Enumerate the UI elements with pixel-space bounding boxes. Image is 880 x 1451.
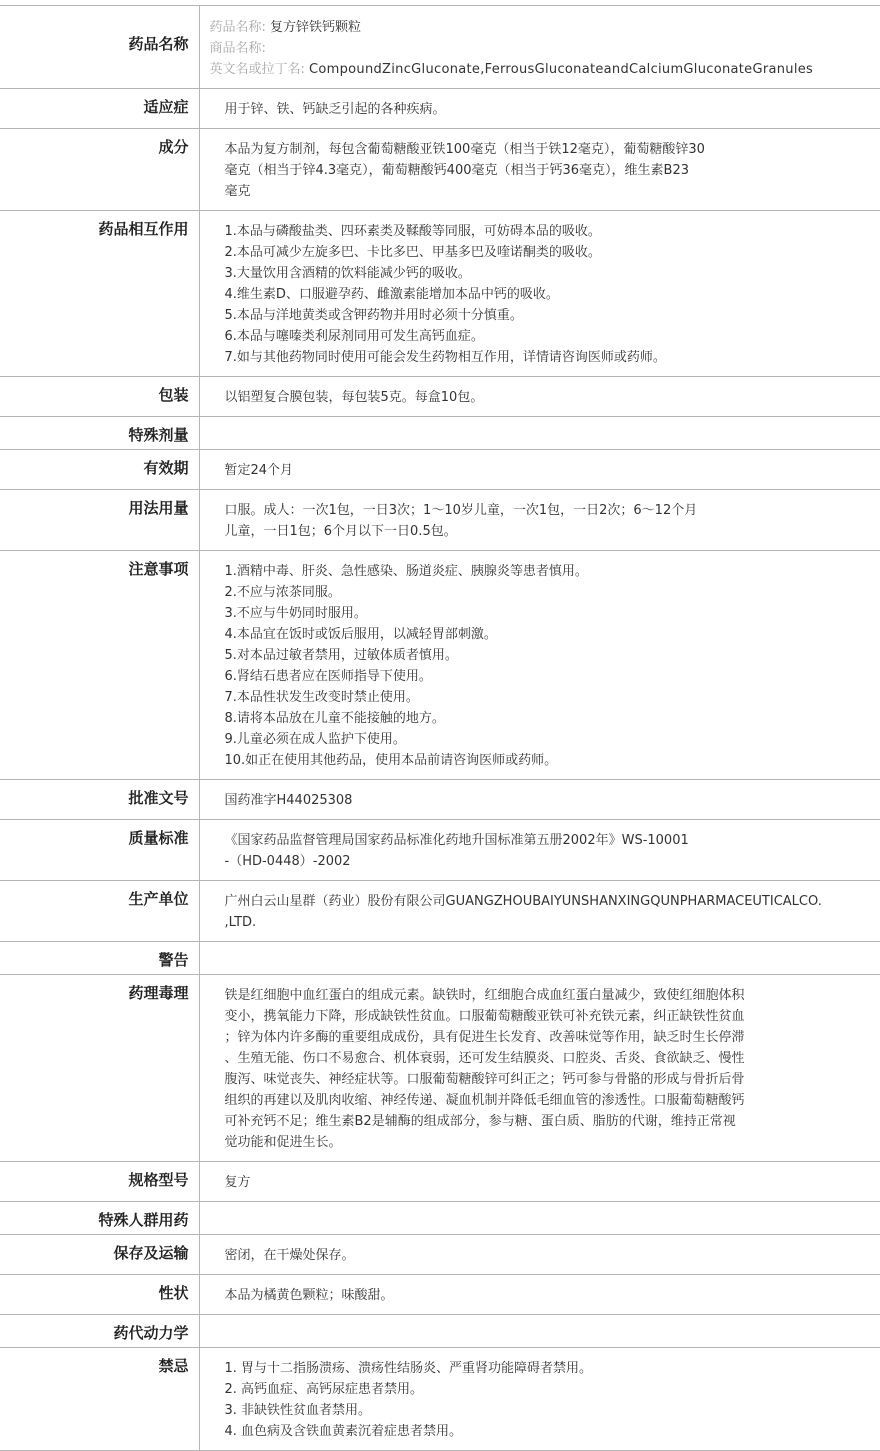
composition-line: 毫克 bbox=[224, 184, 251, 199]
composition-line: 本品为复方制剂，每包含葡萄糖酸亚铁100毫克（相当于铁12毫克），葡萄糖酸锌30 bbox=[224, 142, 705, 157]
row-drug-name bbox=[0, 6, 880, 89]
label-package: 包装 bbox=[0, 377, 199, 417]
precaution-item: 6.肾结石患者应在医师指导下使用。 bbox=[224, 669, 432, 684]
label-manufacturer: 生产单位 bbox=[0, 881, 199, 942]
value-dosage bbox=[199, 490, 880, 551]
label-composition: 成分 bbox=[0, 129, 199, 211]
row-precautions bbox=[0, 551, 880, 780]
pharmacology-line: 可补充钙不足；维生素B2是辅酶的组成部分，参与糖、蛋白质、脂肪的代谢，维持正常视 bbox=[224, 1114, 736, 1129]
label-approval: 批准文号 bbox=[0, 780, 199, 820]
row-standard bbox=[0, 820, 880, 881]
generic-name-value: 复方锌铁钙颗粒 bbox=[270, 20, 362, 35]
value-manufacturer bbox=[199, 881, 880, 942]
label-storage: 保存及运输 bbox=[0, 1235, 199, 1275]
dosage-line: 儿童，一日1包；6个月以下一日0.5包。 bbox=[224, 524, 457, 539]
row-pharmacokinetics bbox=[0, 1315, 880, 1348]
trade-name-label: 商品名称: bbox=[209, 41, 266, 56]
manufacturer-line: ,LTD. bbox=[224, 915, 257, 930]
precaution-item: 1.酒精中毒、肝炎、急性感染、肠道炎症、胰腺炎等患者慎用。 bbox=[224, 564, 588, 579]
contraindication-item: 3. 非缺铁性贫血者禁用。 bbox=[224, 1403, 372, 1418]
label-pharmacology: 药理毒理 bbox=[0, 975, 199, 1162]
row-warning bbox=[0, 942, 880, 975]
precaution-item: 8.请将本品放在儿童不能接触的地方。 bbox=[224, 711, 445, 726]
row-special-population bbox=[0, 1202, 880, 1235]
dosage-line: 口服。成人：一次1包，一日3次；1～10岁儿童，一次1包，一日2次；6～12个月 bbox=[224, 503, 698, 518]
value-warning bbox=[199, 942, 880, 975]
row-manufacturer bbox=[0, 881, 880, 942]
pharmacology-line: 组织的再建以及肌肉收缩、神经传递、凝血机制并降低毛细血管的渗透性。口服葡萄糖酸钙 bbox=[224, 1093, 745, 1108]
pharmacology-line: 腹泻、味觉丧失、神经症状等。口服葡萄糖酸锌可纠正之；钙可参与骨骼的形成与骨折后骨 bbox=[224, 1072, 745, 1087]
label-interactions: 药品相互作用 bbox=[0, 211, 199, 377]
value-pharmacology bbox=[199, 975, 880, 1162]
latin-name-value: CompoundZincGluconate,FerrousGluconateandCalciumGluconateGranules bbox=[309, 62, 814, 77]
value-special-population bbox=[199, 1202, 880, 1235]
standard-line: -（HD-0448）-2002 bbox=[224, 854, 351, 869]
row-appearance bbox=[0, 1275, 880, 1315]
value-package: 以铝塑复合膜包装，每包装5克。每盒10包。 bbox=[199, 377, 880, 417]
row-composition bbox=[0, 129, 880, 211]
row-approval bbox=[0, 780, 880, 820]
precaution-item: 4.本品宜在饭时或饭后服用，以减轻胃部刺激。 bbox=[224, 627, 497, 642]
precaution-item: 9.儿童必须在成人监护下使用。 bbox=[224, 732, 406, 747]
value-storage: 密闭，在干燥处保存。 bbox=[199, 1235, 880, 1275]
interaction-item: 5.本品与洋地黄类或含钾药物并用时必须十分慎重。 bbox=[224, 308, 523, 323]
label-indication: 适应症 bbox=[0, 89, 199, 129]
pharmacology-line: 铁是红细胞中血红蛋白的组成元素。缺铁时，红细胞合成血红蛋白量减少，致使红细胞体积 bbox=[224, 988, 745, 1003]
precaution-item: 5.对本品过敏者禁用，过敏体质者慎用。 bbox=[224, 648, 458, 663]
value-contraindications bbox=[199, 1348, 880, 1451]
label-standard: 质量标准 bbox=[0, 820, 199, 881]
value-standard bbox=[199, 820, 880, 881]
row-storage bbox=[0, 1235, 880, 1275]
row-special-dose bbox=[0, 417, 880, 450]
value-drug-name bbox=[199, 6, 880, 89]
pharmacology-line: 变小，携氧能力下降，形成缺铁性贫血。口服葡萄糖酸亚铁可补充铁元素，纠正缺铁性贫血 bbox=[224, 1009, 745, 1024]
contraindication-item: 4. 血色病及含铁血黄素沉着症患者禁用。 bbox=[224, 1424, 463, 1439]
drug-info-sheet bbox=[0, 5, 880, 1451]
value-composition bbox=[199, 129, 880, 211]
row-package bbox=[0, 377, 880, 417]
interaction-item: 7.如与其他药物同时使用可能会发生药物相互作用，详情请咨询医师或药师。 bbox=[224, 350, 666, 365]
label-special-population: 特殊人群用药 bbox=[0, 1202, 199, 1235]
precaution-item: 3.不应与牛奶同时服用。 bbox=[224, 606, 367, 621]
drug-info-table bbox=[0, 5, 880, 1451]
interaction-item: 1.本品与磷酸盐类、四环素类及鞣酸等同服，可妨碍本品的吸收。 bbox=[224, 224, 601, 239]
label-spec: 规格型号 bbox=[0, 1162, 199, 1202]
precaution-item: 7.本品性状发生改变时禁止使用。 bbox=[224, 690, 419, 705]
interaction-item: 4.维生素D、口服避孕药、雌激素能增加本品中钙的吸收。 bbox=[224, 287, 559, 302]
label-drug-name: 药品名称 bbox=[0, 6, 199, 89]
value-spec: 复方 bbox=[199, 1162, 880, 1202]
value-special-dose bbox=[199, 417, 880, 450]
row-indication bbox=[0, 89, 880, 129]
value-approval: 国药准字H44025308 bbox=[199, 780, 880, 820]
pharmacology-line: 、生殖无能、伤口不易愈合、机体衰弱，还可发生结膜炎、口腔炎、舌炎、食欲缺乏、慢性 bbox=[224, 1051, 745, 1066]
row-contraindications bbox=[0, 1348, 880, 1451]
value-validity: 暂定24个月 bbox=[199, 450, 880, 490]
contraindication-item: 2. 高钙血症、高钙尿症患者禁用。 bbox=[224, 1382, 424, 1397]
generic-name-label: 药品名称: bbox=[209, 20, 266, 35]
value-precautions bbox=[199, 551, 880, 780]
precaution-item: 2.不应与浓茶同服。 bbox=[224, 585, 341, 600]
label-pharmacokinetics: 药代动力学 bbox=[0, 1315, 199, 1348]
label-warning: 警告 bbox=[0, 942, 199, 975]
precaution-item: 10.如正在使用其他药品，使用本品前请咨询医师或药师。 bbox=[224, 753, 558, 768]
label-appearance: 性状 bbox=[0, 1275, 199, 1315]
row-interactions bbox=[0, 211, 880, 377]
manufacturer-line: 广州白云山星群（药业）股份有限公司GUANGZHOUBAIYUNSHANXINGQUNPHARMACEUTICALCO. bbox=[224, 894, 822, 909]
standard-line: 《国家药品监督管理局国家药品标准化药地升国标准第五册2002年》WS-10001 bbox=[224, 833, 689, 848]
label-precautions: 注意事项 bbox=[0, 551, 199, 780]
row-pharmacology bbox=[0, 975, 880, 1162]
label-special-dose: 特殊剂量 bbox=[0, 417, 199, 450]
contraindication-item: 1. 胃与十二指肠溃疡、溃疡性结肠炎、严重肾功能障碍者禁用。 bbox=[224, 1361, 593, 1376]
value-indication: 用于锌、铁、钙缺乏引起的各种疾病。 bbox=[199, 89, 880, 129]
row-dosage bbox=[0, 490, 880, 551]
label-contraindications: 禁忌 bbox=[0, 1348, 199, 1451]
composition-line: 毫克（相当于锌4.3毫克），葡萄糖酸钙400毫克（相当于钙36毫克），维生素B23 bbox=[224, 163, 689, 178]
label-validity: 有效期 bbox=[0, 450, 199, 490]
value-pharmacokinetics bbox=[199, 1315, 880, 1348]
pharmacology-line: ；锌为体内许多酶的重要组成成份，具有促进生长发育、改善味觉等作用，缺乏时生长停滞 bbox=[224, 1030, 745, 1045]
value-interactions bbox=[199, 211, 880, 377]
row-spec bbox=[0, 1162, 880, 1202]
interaction-item: 3.大量饮用含酒精的饮料能减少钙的吸收。 bbox=[224, 266, 471, 281]
pharmacology-line: 觉功能和促进生长。 bbox=[224, 1135, 342, 1150]
interaction-item: 2.本品可减少左旋多巴、卡比多巴、甲基多巴及喹诺酮类的吸收。 bbox=[224, 245, 601, 260]
interaction-item: 6.本品与噻嗪类利尿剂同用可发生高钙血症。 bbox=[224, 329, 484, 344]
label-dosage: 用法用量 bbox=[0, 490, 199, 551]
value-appearance: 本品为橘黄色颗粒；味酸甜。 bbox=[199, 1275, 880, 1315]
row-validity bbox=[0, 450, 880, 490]
latin-name-label: 英文名或拉丁名: bbox=[209, 62, 305, 77]
